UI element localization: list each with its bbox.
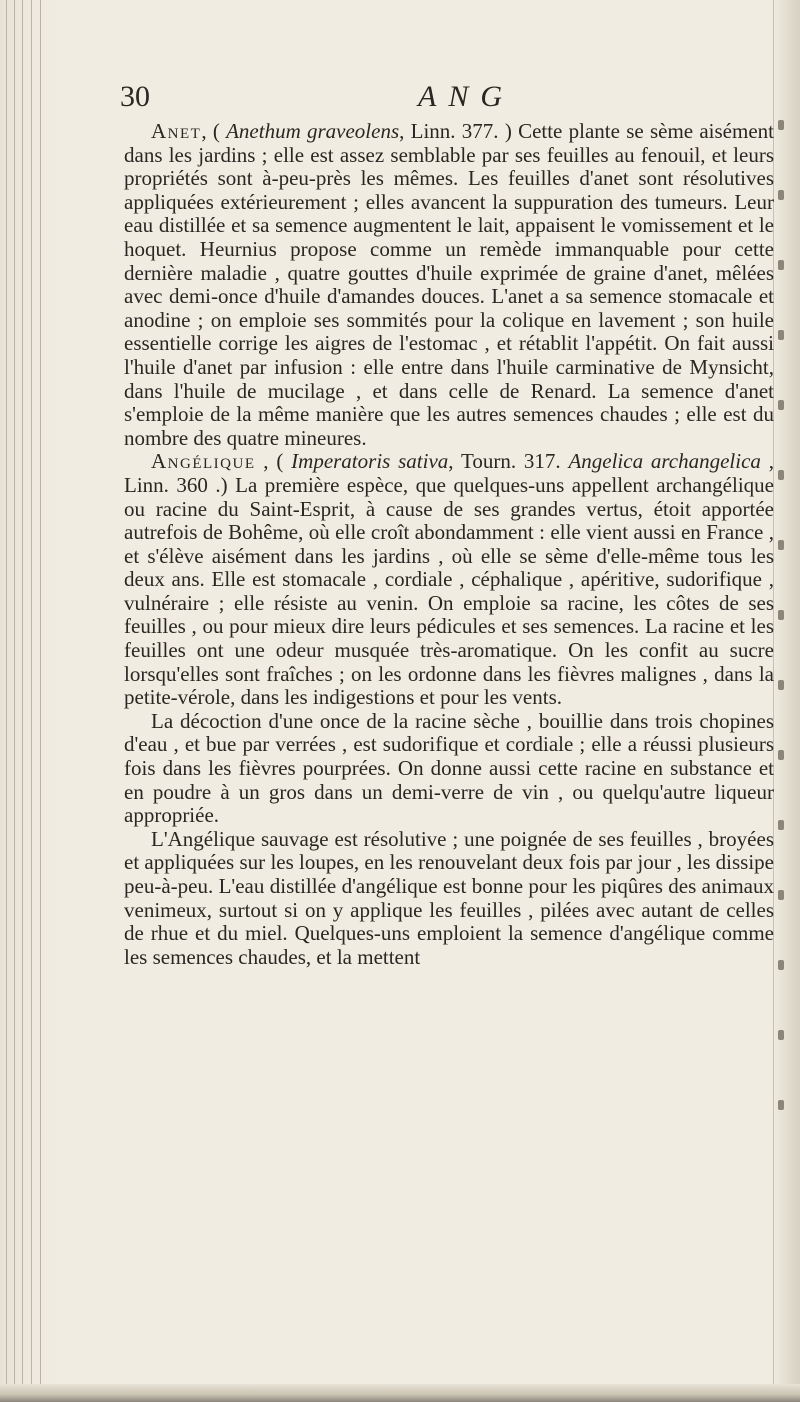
facing-page-fragment bbox=[778, 820, 784, 830]
bottom-page-edge bbox=[0, 1384, 800, 1402]
facing-page-fragment bbox=[778, 750, 784, 760]
facing-page-fragment bbox=[778, 120, 784, 130]
paragraph-decoction: La décoction d'une once de la racine sèche , bouillie dans trois chopines d'eau , et bue par verrées , est sudorifique et cordiale ; elle a réussi plusieurs fois dans les fièvres pourprées. On donne aussi cette racine en substance et en poudre à un gros dans un demi-verre de vin , ou quelqu'autre liqueur appropriée. bbox=[124, 708, 774, 828]
page-number: 30 bbox=[120, 80, 150, 113]
gutter-line bbox=[40, 0, 41, 1402]
entry-text: , Linn. 377. ) Cette plante se sème aisément dans les jardins ; elle est assez semblable par ses feuilles au fenouil, et leurs propriétés sont à-peu-près les mêmes. Les feuilles d'anet sont résolutives appliquées extérieurement ; elles avancent la suppuration des tumeurs. Leur eau distillée et sa semence augmentent le lait, appaisent le vomissement et le hoquet. Heurnius propose comme un remède immanquable pour cette dernière maladie , quatre gouttes d'huile exprimée de graine d'anet, mêlées avec demi-once d'huile d'amandes douces. L'anet a sa semence stomacale et anodine ; on emploie ses sommités pour la colique en lavement ; son huile essentielle corrige les aigres de l'estomac , et rétablit l'appétit. On fait aussi l'huile d'anet par infusion : elle entre dans l'huile carminative de Mynsicht, dans l'huile de mucilage , et dans celle de Renard. La semence d'anet s'emploie de la même manière que les autres semences chaudes ; elle est du nombre des quatre mineures. bbox=[124, 119, 774, 450]
entry-text: , ( bbox=[255, 449, 292, 474]
gutter-line bbox=[6, 0, 7, 1402]
gutter-line bbox=[14, 0, 15, 1402]
entry-text: , Linn. 360 .) La première espèce, que quelques-uns appellent archangélique ou racine du Saint-Esprit, à cause de ses grandes vertus, étoit apportée autrefois de Bohême, où elle croît abondamment : elle vient aussi en France , et s'élève aisément dans les jardins , où elle se sème d'elle-même tous les deux ans. Elle est stomacale , cordiale , céphalique , apéritive, sudorifique , vulnéraire ; elle résiste au venin. On emploie sa racine, les côtes de ses feuilles , ou pour mieux dire leurs pédicules et ses semences. La racine et les feuilles ont une odeur musquée très-aromatique. On les confit au sucre lorsqu'elles sont fraîches ; on les ordonne dans les fièvres malignes , dans la petite-vérole, dans les indigestions et pour les vents. bbox=[124, 449, 774, 710]
facing-page-fragment bbox=[778, 400, 784, 410]
facing-page-fragment bbox=[778, 1030, 784, 1040]
facing-page-fragment bbox=[778, 960, 784, 970]
headword: Anet bbox=[151, 119, 202, 143]
paragraph-wild-angelica: L'Angélique sauvage est résolutive ; une poignée de ses feuilles , broyées et appliquées sur les loupes, en les renouvelant deux fois par jour , les dissipe peu-à-peu. L'eau distillée d'angélique est bonne pour les piqûres des animaux venimeux, surtout si on y applique les feuilles , pilées avec autant de celles de rhue et du miel. Quelques-uns emploient la semence d'angélique comme les semences chaudes, et la mettent bbox=[124, 826, 774, 969]
latin-name: Angelica archangelica bbox=[568, 449, 761, 474]
gutter-line bbox=[31, 0, 32, 1402]
latin-name: Anethum graveolens bbox=[226, 119, 400, 143]
entry-anet bbox=[124, 120, 774, 450]
facing-page-fragment bbox=[778, 680, 784, 690]
entry-angelique bbox=[124, 450, 774, 710]
right-page-edge bbox=[773, 0, 800, 1402]
facing-page-fragment bbox=[778, 470, 784, 480]
entry-text: , Tourn. 317. bbox=[448, 449, 569, 474]
facing-page-fragment bbox=[778, 330, 784, 340]
facing-page-fragment bbox=[778, 1100, 784, 1110]
headword: Angélique bbox=[151, 449, 256, 474]
facing-page-fragment bbox=[778, 610, 784, 620]
gutter-line bbox=[22, 0, 23, 1402]
entry-text: , ( bbox=[201, 119, 227, 143]
facing-page-fragment bbox=[778, 190, 784, 200]
page-header bbox=[120, 80, 760, 116]
latin-name: Imperatoris sativa bbox=[291, 449, 449, 474]
facing-page-fragment bbox=[778, 890, 784, 900]
facing-page-fragment bbox=[778, 260, 784, 270]
left-book-gutter bbox=[0, 0, 64, 1402]
running-head: ANG bbox=[418, 80, 514, 113]
page-body bbox=[124, 120, 774, 969]
facing-page-fragment bbox=[778, 540, 784, 550]
